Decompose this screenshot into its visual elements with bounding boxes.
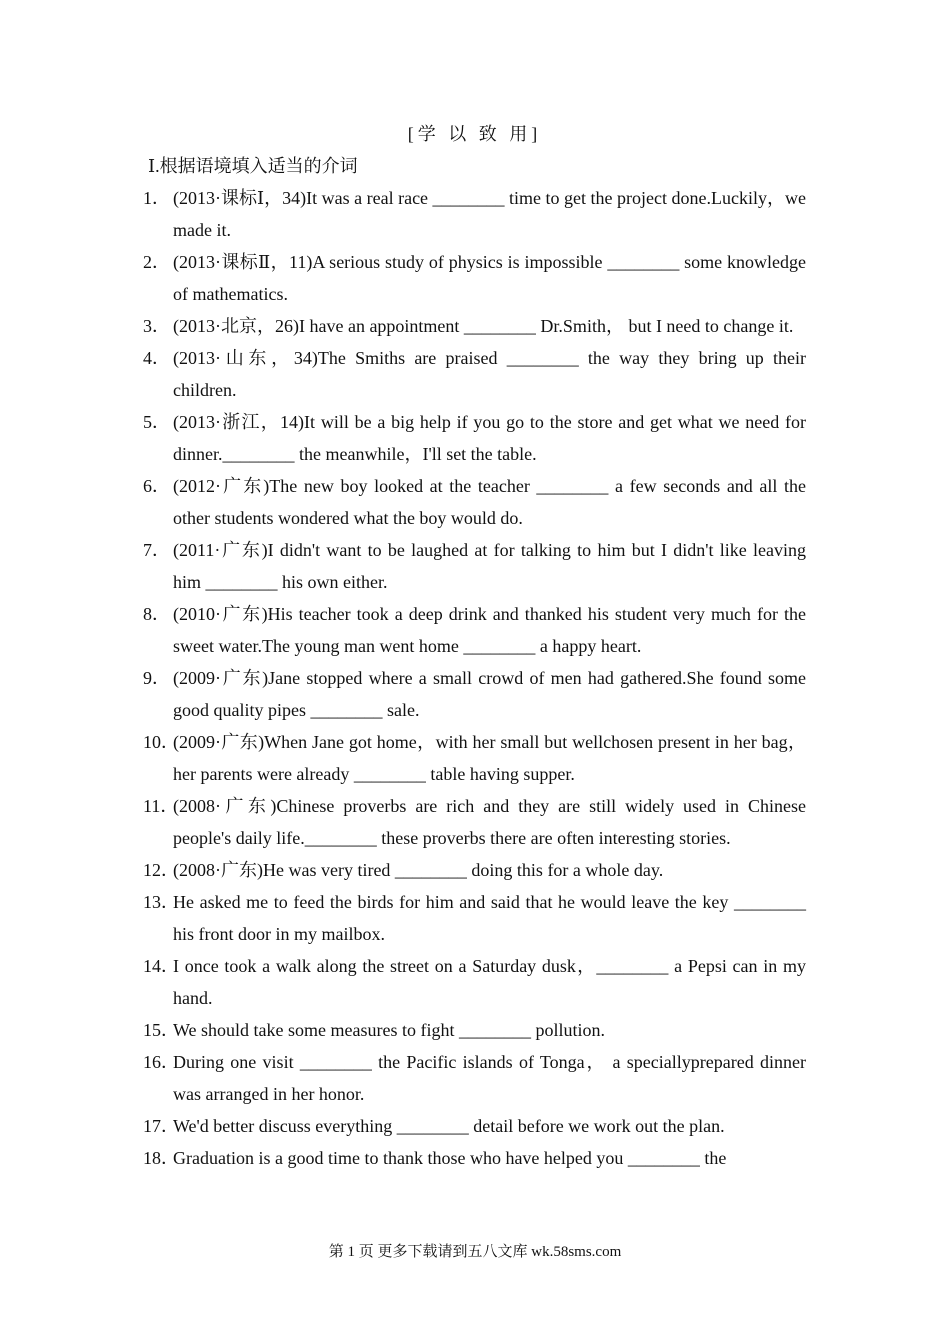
question-text: Graduation is a good time to thank those who have helped you ________ the bbox=[173, 1148, 727, 1168]
question-item bbox=[143, 1046, 806, 1110]
question-item bbox=[143, 886, 806, 950]
question-text: (2013·山东，34)The Smiths are praised ________ the way they bring up their children. bbox=[173, 348, 806, 400]
question-text: I once took a walk along the street on a Saturday dusk，________ a Pepsi can in my hand. bbox=[173, 956, 806, 1008]
question-item bbox=[143, 662, 806, 726]
question-number: 11． bbox=[143, 796, 179, 816]
question-item bbox=[143, 470, 806, 534]
question-list bbox=[143, 182, 806, 1174]
question-number: 13． bbox=[143, 892, 179, 912]
question-item bbox=[143, 406, 806, 470]
question-text: (2009·广东)When Jane got home，with her small but wellchosen present in her bag，her parents were already ________ table having supper. bbox=[173, 732, 806, 784]
question-number: 6． bbox=[143, 476, 170, 496]
page-content bbox=[143, 118, 806, 1174]
question-number: 14． bbox=[143, 956, 179, 976]
question-item bbox=[143, 182, 806, 246]
question-item bbox=[143, 342, 806, 406]
question-text: (2013·浙江，14)It will be a big help if you go to the store and get what we need for dinner.________ the meanwhile，I'll set the table. bbox=[173, 412, 806, 464]
question-number: 10． bbox=[143, 732, 179, 752]
question-item bbox=[143, 1110, 806, 1142]
question-text: (2013·课标Ⅰ，34)It was a real race ________ time to get the project done.Luckily，we made it. bbox=[173, 188, 806, 240]
question-item bbox=[143, 246, 806, 310]
question-text: We should take some measures to fight ________ pollution. bbox=[173, 1020, 605, 1040]
question-number: 7． bbox=[143, 540, 170, 560]
question-text: We'd better discuss everything ________ detail before we work out the plan. bbox=[173, 1116, 725, 1136]
question-number: 1． bbox=[143, 188, 170, 208]
question-number: 17． bbox=[143, 1116, 179, 1136]
question-text: (2008·广东)He was very tired ________ doing this for a whole day. bbox=[173, 860, 664, 880]
section-header: [学 以 致 用] bbox=[407, 124, 542, 144]
question-text: (2008·广东)Chinese proverbs are rich and they are still widely used in Chinese people's daily life.________ these proverbs there are often interesting stories. bbox=[173, 796, 806, 848]
question-text: (2011·广东)I didn't want to be laughed at for talking to him but I didn't like leaving him ________ his own either. bbox=[173, 540, 806, 592]
question-number: 3． bbox=[143, 316, 170, 336]
question-item bbox=[143, 1014, 806, 1046]
question-number: 4． bbox=[143, 348, 170, 368]
question-number: 16． bbox=[143, 1052, 179, 1072]
question-text: He asked me to feed the birds for him and said that he would leave the key ________ his front door in my mailbox. bbox=[173, 892, 806, 944]
question-text: (2013·课标Ⅱ，11)A serious study of physics is impossible ________ some knowledge of mathematics. bbox=[173, 252, 806, 304]
question-item bbox=[143, 534, 806, 598]
question-number: 2． bbox=[143, 252, 170, 272]
question-item bbox=[143, 950, 806, 1014]
question-item bbox=[143, 726, 806, 790]
question-number: 12． bbox=[143, 860, 179, 880]
question-text: (2010·广东)His teacher took a deep drink and thanked his student very much for the sweet water.The young man went home ________ a happy heart. bbox=[173, 604, 806, 656]
question-item bbox=[143, 790, 806, 854]
question-item bbox=[143, 1142, 806, 1174]
page-footer: 第 1 页 更多下载请到五八文库 wk.58sms.com bbox=[328, 1244, 622, 1260]
question-item bbox=[143, 854, 806, 886]
question-text: (2012·广东)The new boy looked at the teacher ________ a few seconds and all the other students wondered what the boy would do. bbox=[173, 476, 806, 528]
question-text: (2009·广东)Jane stopped where a small crowd of men had gathered.She found some good quality pipes ________ sale. bbox=[173, 668, 806, 720]
question-text: During one visit ________ the Pacific islands of Tonga， a speciallyprepared dinner was arranged in her honor. bbox=[173, 1052, 806, 1104]
question-number: 8． bbox=[143, 604, 170, 624]
question-number: 18． bbox=[143, 1148, 179, 1168]
question-number: 15． bbox=[143, 1020, 179, 1040]
question-number: 5． bbox=[143, 412, 170, 432]
question-item bbox=[143, 598, 806, 662]
section-title: Ⅰ.根据语境填入适当的介词 bbox=[148, 156, 358, 176]
question-text: (2013·北京，26)I have an appointment ________ Dr.Smith， but I need to change it. bbox=[173, 316, 794, 336]
question-item bbox=[143, 310, 806, 342]
question-number: 9． bbox=[143, 668, 170, 688]
